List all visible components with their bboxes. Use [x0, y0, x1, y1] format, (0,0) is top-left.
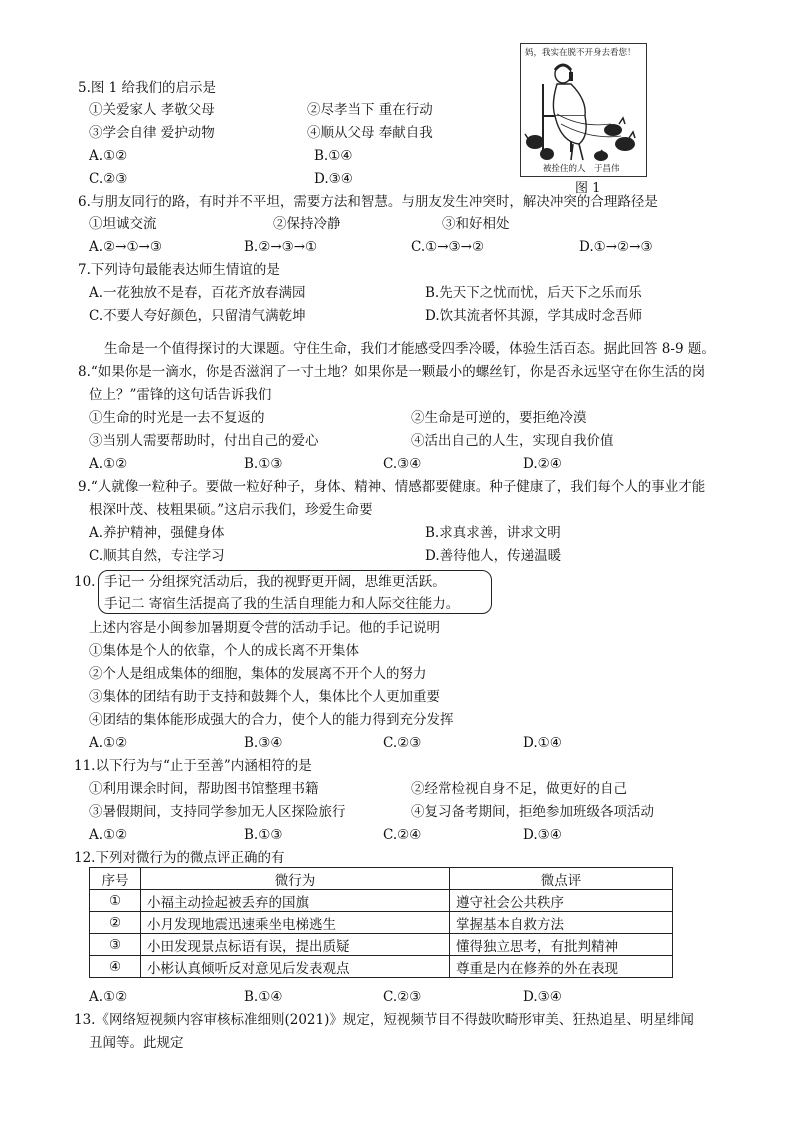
q8-option-1: ①生命的时光是一去不复返的	[89, 410, 265, 426]
q5-choice-b: B.①④	[314, 148, 353, 164]
q12-choice-b: B.①④	[244, 989, 283, 1005]
row-behavior: 小福主动捡起被丢弃的国旗	[141, 890, 450, 912]
row-number: ④	[90, 956, 141, 978]
q11-choice-d: D.③④	[523, 827, 562, 843]
q8-choice-b: B.①③	[244, 456, 283, 472]
q6-choice-d: D.①→②→③	[579, 239, 653, 255]
q9-choice-d: D.善待他人，传递温暖	[425, 548, 562, 564]
figure-1-cartoon	[520, 43, 647, 177]
q10-option-3: ③集体的团结有助于支持和鼓舞个人，集体比个人更加重要	[89, 689, 440, 705]
q6-choice-b: B.②→③→①	[244, 239, 318, 255]
q12-choice-d: D.③④	[523, 989, 562, 1005]
q10-option-1: ①集体是个人的依靠，个人的成长离不开集体	[89, 643, 359, 659]
q8-option-3: ③当别人需要帮助时，付出自己的爱心	[89, 433, 319, 449]
row-number: ③	[90, 934, 141, 956]
q10-choice-b: B.③④	[244, 735, 283, 751]
q9-choice-c: C.顺其自然，专注学习	[89, 548, 225, 564]
q13-stem-line2: 丑闻等。此规定	[89, 1035, 184, 1051]
q7-choice-d: D.饮其流者怀其源，学其成时念吾师	[425, 308, 643, 324]
q10-choice-a: A.①②	[89, 735, 128, 751]
q10-stem: 上述内容是小闽参加暑期夏令营的活动手记。他的手记说明	[89, 620, 440, 636]
q8-9-intro: 生命是一个值得探讨的大课题。守住生命，我们才能感受四季冷暖，体验生活百态。据此回答 8-9 题。	[104, 341, 715, 357]
q10-note-1: 手记一 分组探究活动后，我的视野更开阔，思维更活跃。	[104, 574, 446, 590]
q13-stem-line1: 13.《网络短视频内容审核标准细则(2021)》规定，短视频节目不得鼓吹畸形审美、狂热追星、明星绯闻	[74, 1012, 694, 1028]
q7-choice-c: C.不要人夸好颜色，只留清气满乾坤	[89, 308, 306, 324]
q8-choice-d: D.②④	[523, 456, 562, 472]
q8-choice-c: C.③④	[383, 456, 422, 472]
q10-option-4: ④团结的集体能形成强大的合力，使个人的能力得到充分发挥	[89, 712, 454, 728]
q6-choice-c: C.①→③→②	[411, 239, 485, 255]
header-behavior: 微行为	[141, 868, 450, 890]
q9-choice-a: A.养护精神，强健身体	[89, 525, 225, 541]
q8-stem-line2: 位上？”雷锋的这句话告诉我们	[89, 387, 272, 403]
q6-stem: 6.与朋友同行的路，有时并不平坦，需要方法和智慧。与朋友发生冲突时，解决冲突的合理路径是	[78, 194, 658, 210]
q8-option-2: ②生命是可逆的，要拒绝冷漠	[411, 410, 587, 426]
header-number: 序号	[90, 868, 141, 890]
q5-choice-c: C.②③	[89, 171, 128, 187]
q6-option-1: ①坦诚交流	[89, 216, 157, 232]
q5-option-4: ④顺从父母 奉献自我	[307, 125, 433, 141]
q11-option-3: ③暑假期间，支持同学参加无人区探险旅行	[89, 804, 346, 820]
q10-choice-c: C.②③	[383, 735, 422, 751]
q10-option-2: ②个人是组成集体的细胞，集体的发展离不开个人的努力	[89, 666, 427, 682]
table-row	[90, 956, 673, 978]
cartoon-caption-top: 妈，我实在脱不开身去看您！	[525, 48, 636, 58]
q9-stem-line1: 9.“人就像一粒种子。要做一粒好种子，身体、精神、情感都要健康。种子健康了，我们每个人的事业才能	[78, 479, 706, 495]
q11-option-1: ①利用课余时间，帮助图书馆整理书籍	[89, 781, 319, 797]
q8-stem-line1: 8.“如果你是一滴水，你是否滋润了一寸土地？如果你是一颗最小的螺丝钉，你是否永远坚守在你生活的岗	[78, 364, 706, 380]
q11-option-4: ④复习备考期间，拒绝参加班级各项活动	[411, 804, 654, 820]
q7-choice-a: A.一花独放不是春，百花齐放春满园	[89, 285, 306, 301]
q12-choice-a: A.①②	[89, 989, 128, 1005]
q8-option-4: ④活出自己的人生，实现自我价值	[411, 433, 614, 449]
q5-option-2: ②尽孝当下 重在行动	[307, 102, 433, 118]
row-comment: 遵守社会公共秩序	[450, 890, 673, 912]
table-row	[90, 912, 673, 934]
q10-note-2: 手记二 寄宿生活提高了我的生活自理能力和人际交往能力。	[104, 596, 460, 612]
q6-choice-a: A.②→①→③	[89, 239, 162, 255]
row-behavior: 小彬认真倾听反对意见后发表观点	[141, 956, 450, 978]
q9-stem-line2: 根深叶茂、枝粗果硕。”这启示我们，珍爱生命要	[89, 502, 373, 518]
table-row	[90, 890, 673, 912]
q11-choice-b: B.①③	[244, 827, 283, 843]
header-comment: 微点评	[450, 868, 673, 890]
q12-choice-c: C.②③	[383, 989, 422, 1005]
cartoon-caption-bottom: 被拴住的人 于昌伟	[543, 164, 620, 174]
figure-label: 图 1	[575, 181, 601, 196]
table-header-row	[90, 868, 673, 890]
q11-choice-a: A.①②	[89, 827, 128, 843]
q11-choice-c: C.②④	[383, 827, 422, 843]
row-comment: 尊重是内在修养的外在表现	[450, 956, 673, 978]
row-number: ①	[90, 890, 141, 912]
q11-stem: 11.以下行为与“止于至善”内涵相符的是	[74, 758, 312, 774]
q6-option-3: ③和好相处	[442, 216, 510, 232]
row-comment: 懂得独立思考，有批判精神	[450, 934, 673, 956]
q5-choice-a: A.①②	[89, 148, 128, 164]
row-comment: 掌握基本自救方法	[450, 912, 673, 934]
q12-table	[89, 867, 673, 978]
row-behavior: 小田发现景点标语有误，提出质疑	[141, 934, 450, 956]
q6-option-2: ②保持冷静	[273, 216, 341, 232]
cartoon-drawing	[521, 44, 646, 176]
q5-option-3: ③学会自律 爱护动物	[89, 125, 215, 141]
q8-choice-a: A.①②	[89, 456, 128, 472]
q9-choice-b: B.求真求善，讲求文明	[425, 525, 561, 541]
q10-choice-d: D.①④	[523, 735, 562, 751]
q11-option-2: ②经常检视自身不足，做更好的自己	[411, 781, 627, 797]
row-behavior: 小月发现地震迅速乘坐电梯逃生	[141, 912, 450, 934]
q10-number: 10.	[74, 574, 96, 590]
q12-stem: 12.下列对微行为的微点评正确的有	[74, 850, 285, 866]
q7-stem: 7.下列诗句最能表达师生情谊的是	[78, 262, 280, 278]
q5-choice-d: D.③④	[314, 171, 353, 187]
q5-option-1: ①关爱家人 孝敬父母	[89, 102, 215, 118]
row-number: ②	[90, 912, 141, 934]
table-row	[90, 934, 673, 956]
q5-stem: 5.图 1 给我们的启示是	[78, 80, 217, 96]
q7-choice-b: B.先天下之忧而忧，后天下之乐而乐	[425, 285, 642, 301]
